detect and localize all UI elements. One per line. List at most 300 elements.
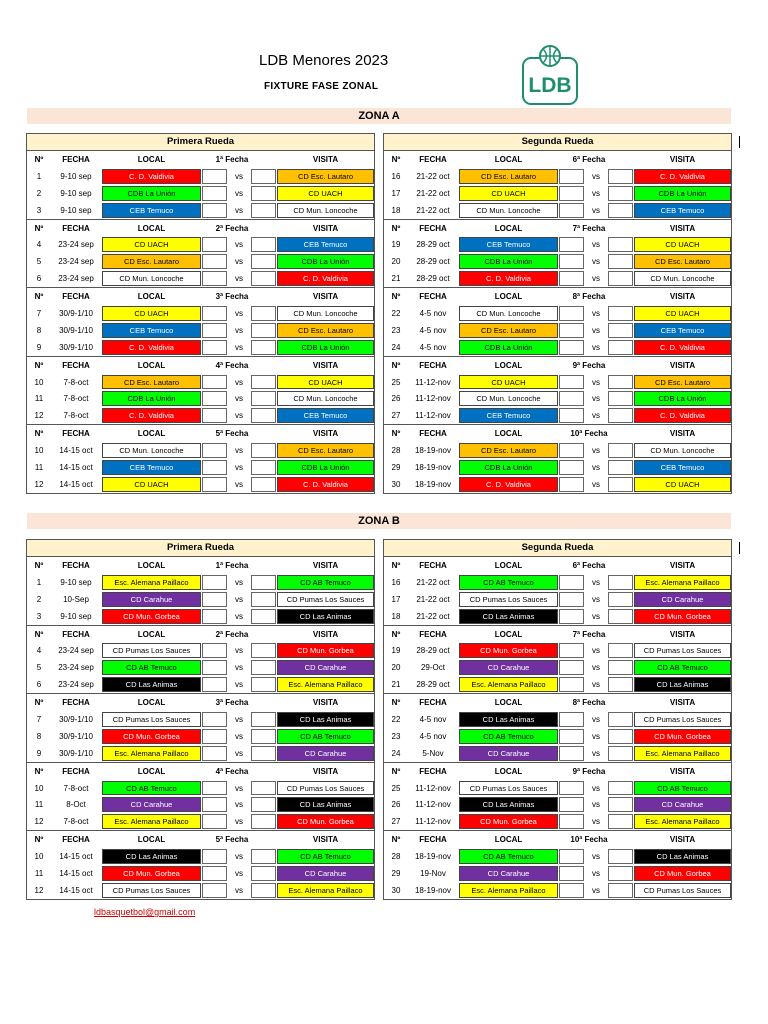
match-row (27, 270, 374, 287)
col-header-local: LOCAL (494, 154, 523, 164)
vs-label: vs (592, 188, 600, 198)
col-header-local: LOCAL (494, 360, 523, 370)
col-header-fecha: FECHA (419, 629, 447, 639)
col-header-visita: VISITA (669, 360, 696, 370)
visiting-score-box (608, 729, 633, 744)
match-date: 4-5 nov (419, 308, 447, 318)
match-date: 9-10 sep (60, 205, 92, 215)
visiting-score-box (608, 443, 633, 458)
local-score-box (559, 814, 584, 829)
match-row (27, 780, 374, 797)
match-number: 27 (391, 817, 401, 827)
visiting-score-box (251, 781, 276, 796)
fecha-label: 10ª Fecha (570, 429, 608, 439)
fecha-label: 5ª Fecha (215, 429, 249, 439)
local-score-box (202, 781, 227, 796)
match-number: 7 (36, 714, 42, 724)
contact-email-link[interactable]: ldbasquetbol@gmail.com (94, 907, 196, 917)
match-number: 25 (391, 783, 401, 793)
local-score-box (202, 609, 227, 624)
vs-label: vs (235, 800, 243, 810)
match-date: 14-15 oct (59, 852, 93, 862)
visiting-team: CD Carahue (277, 660, 374, 675)
match-date: 14-15 oct (59, 868, 93, 878)
col-header-visita: VISITA (669, 766, 696, 776)
match-number: 19 (391, 646, 401, 656)
visiting-team: CD Las Animas (634, 677, 731, 692)
match-number: 2 (36, 594, 42, 604)
vs-label: vs (235, 394, 243, 404)
local-score-box (559, 866, 584, 881)
fecha-header-row (27, 693, 374, 711)
col-header-num: Nº (391, 835, 401, 845)
match-row (27, 374, 374, 391)
local-team: CD UACH (459, 375, 558, 390)
visiting-team: CD Esc. Lautaro (634, 254, 731, 269)
visiting-team: C. D. Valdivia (634, 340, 731, 355)
match-date: 9-10 sep (60, 171, 92, 181)
visiting-score-box (251, 609, 276, 624)
visiting-score-box (251, 460, 276, 475)
local-team: CD Las Animas (459, 797, 558, 812)
match-row (384, 253, 731, 270)
local-team: CD AB Temuco (459, 575, 558, 590)
match-number: 26 (391, 800, 401, 810)
match-number: 28 (391, 852, 401, 862)
match-number: 10 (34, 783, 44, 793)
local-score-box (202, 883, 227, 898)
local-score-box (559, 592, 584, 607)
vs-label: vs (592, 325, 600, 335)
visiting-team: CEB Temuco (634, 323, 731, 338)
match-number: 28 (391, 446, 401, 456)
fecha-label: 7ª Fecha (572, 629, 606, 639)
col-header-num: Nº (34, 154, 44, 164)
col-header-fecha: FECHA (62, 292, 90, 302)
vs-label: vs (592, 411, 600, 421)
vs-label: vs (592, 646, 600, 656)
fecha-header-row (27, 424, 374, 442)
visiting-score-box (251, 186, 276, 201)
vs-label: vs (235, 611, 243, 621)
col-header-num: Nº (34, 835, 44, 845)
col-header-local: LOCAL (137, 698, 166, 708)
vs-label: vs (235, 663, 243, 673)
col-header-visita: VISITA (312, 429, 339, 439)
match-date: 21-22 oct (416, 171, 450, 181)
visiting-score-box (608, 712, 633, 727)
col-header-visita: VISITA (312, 629, 339, 639)
visiting-score-box (251, 203, 276, 218)
match-number: 23 (391, 731, 401, 741)
vs-label: vs (592, 800, 600, 810)
match-number: 16 (391, 171, 401, 181)
match-row (384, 711, 731, 728)
match-row (384, 642, 731, 659)
visiting-score-box (608, 203, 633, 218)
vs-label: vs (592, 611, 600, 621)
local-score-box (202, 186, 227, 201)
local-team: CD Esc. Lautaro (459, 169, 558, 184)
local-score-box (202, 460, 227, 475)
visiting-team: CD Las Animas (277, 609, 374, 624)
match-date: 23-24 sep (58, 663, 94, 673)
vs-label: vs (235, 325, 243, 335)
visiting-score-box (608, 186, 633, 201)
zone-b-segunda-rueda (383, 539, 732, 900)
match-date: 5-Nov (422, 748, 444, 758)
col-header-num: Nº (391, 560, 401, 570)
col-header-fecha: FECHA (419, 835, 447, 845)
match-number: 11 (34, 462, 44, 472)
fecha-header-row (27, 557, 374, 574)
visiting-team: CD Mun. Loncoche (634, 443, 731, 458)
local-team: C. D. Valdivia (459, 271, 558, 286)
local-team: CD Mun. Loncoche (459, 391, 558, 406)
local-score-box (559, 797, 584, 812)
col-header-fecha: FECHA (62, 629, 90, 639)
local-team: CD AB Temuco (102, 781, 201, 796)
visiting-score-box (608, 169, 633, 184)
local-team: CD Pumas Los Sauces (102, 883, 201, 898)
match-number: 20 (391, 257, 401, 267)
match-row (27, 322, 374, 339)
col-header-num: Nº (391, 360, 401, 370)
match-row (27, 407, 374, 424)
match-date: 23-24 sep (58, 257, 94, 267)
col-header-visita: VISITA (669, 629, 696, 639)
visiting-score-box (608, 746, 633, 761)
col-header-num: Nº (391, 629, 401, 639)
visiting-score-box (251, 712, 276, 727)
local-team: CD Mun. Loncoche (459, 203, 558, 218)
match-date: 9-10 sep (60, 577, 92, 587)
col-header-visita: VISITA (669, 698, 696, 708)
col-header-fecha: FECHA (62, 698, 90, 708)
match-date: 29-Oct (420, 663, 445, 673)
fecha-label: 1ª Fecha (215, 154, 249, 164)
local-score-box (559, 271, 584, 286)
match-date: 9-10 sep (60, 611, 92, 621)
visiting-team: CD UACH (634, 237, 731, 252)
match-date: 21-22 oct (416, 594, 450, 604)
local-score-box (202, 814, 227, 829)
visiting-team: C. D. Valdivia (277, 477, 374, 492)
visiting-score-box (608, 477, 633, 492)
match-number: 18 (391, 611, 401, 621)
local-team: CEB Temuco (102, 460, 201, 475)
col-header-local: LOCAL (137, 835, 166, 845)
match-number: 11 (34, 394, 44, 404)
match-date: 23-24 sep (58, 646, 94, 656)
match-row (384, 168, 731, 185)
visiting-score-box (608, 643, 633, 658)
col-header-fecha: FECHA (419, 360, 447, 370)
match-date: 7-8-oct (63, 783, 89, 793)
col-header-visita: VISITA (669, 560, 696, 570)
local-team: CDB La Unión (459, 340, 558, 355)
match-row (27, 202, 374, 219)
match-row (384, 270, 731, 287)
local-team: CD Las Animas (102, 677, 201, 692)
zone-a-primera-rueda (26, 133, 375, 494)
vs-label: vs (592, 817, 600, 827)
match-number: 5 (36, 257, 42, 267)
match-date: 23-24 sep (58, 680, 94, 690)
visiting-team: CEB Temuco (634, 460, 731, 475)
local-score-box (559, 391, 584, 406)
vs-label: vs (592, 868, 600, 878)
fecha-header-row (27, 356, 374, 374)
visiting-score-box (608, 883, 633, 898)
match-row (384, 236, 731, 253)
local-score-box (559, 340, 584, 355)
visiting-team: CEB Temuco (634, 203, 731, 218)
match-date: 18-19-nov (414, 462, 452, 472)
match-row (27, 728, 374, 745)
col-header-fecha: FECHA (62, 560, 90, 570)
match-number: 17 (391, 594, 401, 604)
vs-label: vs (235, 885, 243, 895)
local-score-box (559, 677, 584, 692)
col-header-fecha: FECHA (62, 360, 90, 370)
vs-label: vs (235, 240, 243, 250)
local-score-box (559, 203, 584, 218)
vs-label: vs (235, 680, 243, 690)
match-date: 30/9-1/10 (59, 308, 93, 318)
match-number: 24 (391, 342, 401, 352)
local-score-box (202, 203, 227, 218)
local-score-box (202, 375, 227, 390)
local-team: CD Mun. Loncoche (102, 443, 201, 458)
match-date: 7-8-oct (63, 394, 89, 404)
fecha-label: 9ª Fecha (572, 360, 606, 370)
col-header-fecha: FECHA (419, 429, 447, 439)
col-header-num: Nº (391, 223, 401, 233)
visiting-team: CD Pumas Los Sauces (634, 643, 731, 658)
local-team: CD Carahue (102, 797, 201, 812)
match-row (384, 390, 731, 407)
local-team: Esc. Alemana Paillaco (459, 677, 558, 692)
visiting-score-box (608, 375, 633, 390)
local-score-box (202, 391, 227, 406)
visiting-team: CDB La Unión (634, 391, 731, 406)
match-row (384, 745, 731, 762)
vs-label: vs (235, 852, 243, 862)
col-header-num: Nº (391, 154, 401, 164)
local-team: C. D. Valdivia (102, 408, 201, 423)
local-team: CD UACH (102, 477, 201, 492)
visiting-team: CD Mun. Loncoche (634, 271, 731, 286)
local-score-box (202, 746, 227, 761)
vs-label: vs (235, 342, 243, 352)
vs-label: vs (592, 594, 600, 604)
match-number: 5 (36, 663, 42, 673)
match-date: 8-Oct (66, 800, 86, 810)
local-score-box (559, 323, 584, 338)
col-header-visita: VISITA (669, 223, 696, 233)
visiting-team: CD Mun. Gorbea (634, 729, 731, 744)
vs-label: vs (592, 680, 600, 690)
col-header-fecha: FECHA (62, 154, 90, 164)
match-date: 30/9-1/10 (59, 325, 93, 335)
match-number: 25 (391, 377, 401, 387)
col-header-num: Nº (34, 292, 44, 302)
match-number: 12 (34, 885, 44, 895)
visiting-team: CD Esc. Lautaro (277, 169, 374, 184)
local-team: CD Pumas Los Sauces (459, 781, 558, 796)
match-number: 9 (36, 342, 42, 352)
visiting-team: CDB La Unión (277, 460, 374, 475)
visiting-team: C. D. Valdivia (277, 271, 374, 286)
local-score-box (559, 186, 584, 201)
match-number: 20 (391, 663, 401, 673)
zone-b-header: ZONA B (27, 513, 731, 529)
local-team: CEB Temuco (459, 237, 558, 252)
col-header-local: LOCAL (494, 292, 523, 302)
col-header-local: LOCAL (494, 429, 523, 439)
visiting-team: CD Pumas Los Sauces (634, 883, 731, 898)
match-date: 21-22 oct (416, 205, 450, 215)
match-row (384, 659, 731, 676)
match-date: 11-12-nov (415, 817, 451, 827)
match-date: 30/9-1/10 (59, 731, 93, 741)
col-header-local: LOCAL (494, 629, 523, 639)
col-header-num: Nº (34, 698, 44, 708)
visiting-score-box (251, 391, 276, 406)
visiting-score-box (251, 271, 276, 286)
col-header-fecha: FECHA (419, 292, 447, 302)
match-row (27, 865, 374, 882)
match-row (384, 813, 731, 830)
match-row (27, 459, 374, 476)
vs-label: vs (235, 446, 243, 456)
vs-label: vs (592, 462, 600, 472)
match-row (27, 339, 374, 356)
local-team: CD Las Animas (459, 609, 558, 624)
round-title: Segunda Rueda (384, 540, 731, 557)
vs-label: vs (592, 577, 600, 587)
match-row (27, 642, 374, 659)
visiting-team: CD Mun. Loncoche (277, 306, 374, 321)
col-header-num: Nº (391, 292, 401, 302)
vs-label: vs (235, 188, 243, 198)
visiting-score-box (251, 254, 276, 269)
local-score-box (559, 460, 584, 475)
local-team: CEB Temuco (102, 203, 201, 218)
visiting-team: CD Carahue (277, 866, 374, 881)
local-score-box (202, 643, 227, 658)
fecha-label: 7ª Fecha (572, 223, 606, 233)
visiting-score-box (608, 323, 633, 338)
fecha-header-row (384, 762, 731, 780)
visiting-score-box (251, 677, 276, 692)
local-team: CD Esc. Lautaro (459, 323, 558, 338)
vs-label: vs (235, 646, 243, 656)
vs-label: vs (235, 748, 243, 758)
col-header-fecha: FECHA (419, 560, 447, 570)
local-team: CD Mun. Gorbea (102, 609, 201, 624)
local-team: C. D. Valdivia (102, 340, 201, 355)
match-row (27, 608, 374, 625)
match-number: 21 (391, 274, 401, 284)
fecha-header-row (384, 287, 731, 305)
visiting-team: CD Carahue (277, 746, 374, 761)
local-team: CD AB Temuco (459, 729, 558, 744)
local-team: CDB La Unión (459, 460, 558, 475)
visiting-team: CD UACH (634, 306, 731, 321)
match-number: 10 (34, 377, 44, 387)
visiting-team: C. D. Valdivia (634, 408, 731, 423)
local-team: CD AB Temuco (459, 849, 558, 864)
col-header-visita: VISITA (312, 698, 339, 708)
col-header-visita: VISITA (669, 429, 696, 439)
match-row (384, 865, 731, 882)
match-date: 18-19-nov (414, 446, 452, 456)
local-team: CD Las Animas (459, 712, 558, 727)
local-score-box (559, 408, 584, 423)
match-date: 28-29 oct (416, 680, 450, 690)
visiting-team: CEB Temuco (277, 237, 374, 252)
local-score-box (559, 375, 584, 390)
vs-label: vs (592, 342, 600, 352)
match-date: 14-15 oct (59, 446, 93, 456)
match-date: 14-15 oct (59, 885, 93, 895)
vs-label: vs (235, 377, 243, 387)
local-team: CDB La Unión (102, 186, 201, 201)
col-header-num: Nº (34, 560, 44, 570)
visiting-team: CD UACH (277, 375, 374, 390)
visiting-team: CD Mun. Gorbea (634, 866, 731, 881)
match-date: 21-22 oct (416, 611, 450, 621)
match-number: 2 (36, 188, 42, 198)
match-number: 1 (36, 171, 42, 181)
match-row (384, 728, 731, 745)
match-date: 30/9-1/10 (59, 748, 93, 758)
col-header-num: Nº (34, 360, 44, 370)
local-team: CEB Temuco (102, 323, 201, 338)
match-number: 19 (391, 240, 401, 250)
match-row (384, 676, 731, 693)
local-score-box (559, 643, 584, 658)
match-date: 4-5 nov (419, 731, 447, 741)
fecha-header-row (384, 356, 731, 374)
match-date: 28-29 oct (416, 240, 450, 250)
fecha-label: 2ª Fecha (215, 629, 249, 639)
local-score-box (202, 575, 227, 590)
visiting-score-box (608, 592, 633, 607)
basketball-logo-icon (522, 44, 578, 106)
col-header-num: Nº (391, 698, 401, 708)
local-score-box (559, 781, 584, 796)
local-team: CDB La Unión (459, 254, 558, 269)
match-row (384, 608, 731, 625)
match-number: 6 (36, 274, 42, 284)
match-date: 21-22 oct (416, 188, 450, 198)
fecha-label: 8ª Fecha (572, 698, 606, 708)
local-team: CD Pumas Los Sauces (102, 712, 201, 727)
local-team: Esc. Alemana Paillaco (102, 746, 201, 761)
match-number: 29 (391, 868, 401, 878)
local-team: CD AB Temuco (102, 660, 201, 675)
match-number: 8 (36, 325, 42, 335)
vs-label: vs (592, 171, 600, 181)
match-row (384, 202, 731, 219)
fecha-header-row (27, 625, 374, 643)
match-row (27, 796, 374, 813)
local-score-box (559, 169, 584, 184)
fecha-label: 4ª Fecha (215, 360, 249, 370)
